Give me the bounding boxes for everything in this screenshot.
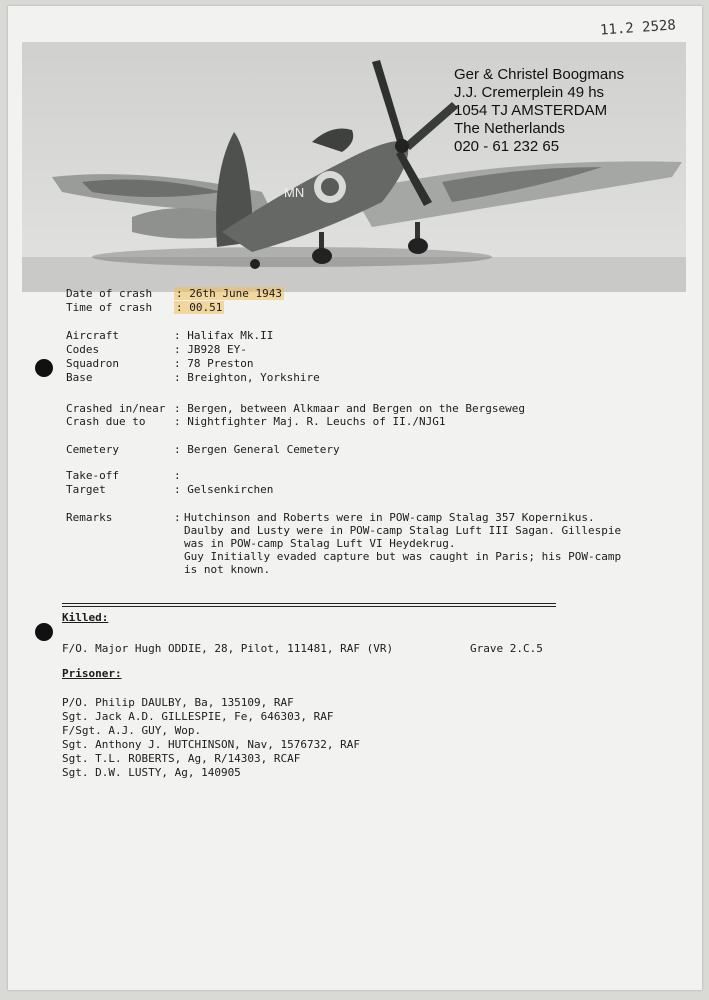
prisoner-entry: Sgt. D.W. LUSTY, Ag, 140905: [62, 766, 241, 779]
field-label: Target: [66, 483, 106, 496]
field-value: : 78 Preston: [174, 357, 254, 370]
svg-text:MN: MN: [284, 185, 305, 200]
remarks-line-1: Hutchinson and Roberts were in POW-camp Stalag 357 Kopernikus.: [184, 511, 595, 524]
prisoner-entry: Sgt. T.L. ROBERTS, Ag, R/14303, RCAF: [62, 752, 301, 765]
field-value: : Bergen, between Alkmaar and Bergen on the Bergseweg: [174, 402, 525, 415]
field-label: Take-off: [66, 469, 119, 482]
killed-entry: F/O. Major Hugh ODDIE, 28, Pilot, 111481, RAF (VR): [62, 642, 394, 655]
field-label: Squadron: [66, 357, 119, 370]
field-value: : 00.51: [176, 301, 223, 314]
document-page: [8, 6, 702, 990]
field-value: :: [174, 469, 181, 482]
field-label: Aircraft: [66, 329, 119, 342]
address-country: The Netherlands: [454, 120, 565, 137]
field-label: Date of crash: [66, 287, 153, 300]
field-label: Codes: [66, 343, 100, 356]
prisoner-entry: Sgt. Anthony J. HUTCHINSON, Nav, 1576732, RAF: [62, 738, 361, 751]
address-city: 1054 TJ AMSTERDAM: [454, 102, 608, 119]
field-value: : JB928 EY-: [174, 343, 247, 356]
field-label: Cemetery: [66, 443, 119, 456]
prisoner-heading: Prisoner:: [62, 667, 122, 680]
field-value: : Nightfighter Maj. R. Leuchs of II./NJG1: [174, 415, 446, 428]
remarks-line-5: is not known.: [184, 563, 271, 576]
prisoner-entry: F/Sgt. A.J. GUY, Wop.: [62, 724, 202, 737]
field-value: :: [174, 511, 181, 524]
reference-number: 11.2 2528: [599, 17, 677, 39]
address-street: J.J. Cremerplein 49 hs: [454, 84, 605, 101]
prisoner-entry: Sgt. Jack A.D. GILLESPIE, Fe, 646303, RAF: [62, 710, 334, 723]
address-name: Ger & Christel Boogmans: [454, 66, 625, 83]
punch-hole: [35, 623, 53, 641]
field-value: : Bergen General Cemetery: [174, 443, 340, 456]
field-value: : Gelsenkirchen: [174, 483, 274, 496]
field-value: : 26th June 1943: [176, 287, 282, 300]
field-label: Crashed in/near: [66, 402, 166, 415]
grave-reference: Grave 2.C.5: [470, 642, 543, 655]
address-block: [454, 66, 624, 156]
field-label: Crash due to: [66, 415, 146, 428]
divider: [62, 603, 556, 604]
field-label: Time of crash: [66, 301, 153, 314]
remarks-line-4: Guy Initially evaded capture but was caught in Paris; his POW-camp: [184, 550, 622, 563]
field-label: Base: [66, 371, 93, 384]
remarks-line-3: was in POW-camp Stalag Luft VI Heydekrug.: [184, 537, 456, 550]
remarks-line-2: Daulby and Lusty were in POW-camp Stalag Luft III Sagan. Gillespie: [184, 524, 622, 537]
field-label: Remarks: [66, 511, 113, 524]
address-phone: 020 - 61 232 65: [454, 138, 560, 155]
divider: [62, 606, 556, 607]
field-value: : Breighton, Yorkshire: [174, 371, 320, 384]
field-value: : Halifax Mk.II: [174, 329, 274, 342]
prisoner-entry: P/O. Philip DAULBY, Ba, 135109, RAF: [62, 696, 294, 709]
killed-heading: Killed:: [62, 611, 109, 624]
punch-hole: [35, 359, 53, 377]
